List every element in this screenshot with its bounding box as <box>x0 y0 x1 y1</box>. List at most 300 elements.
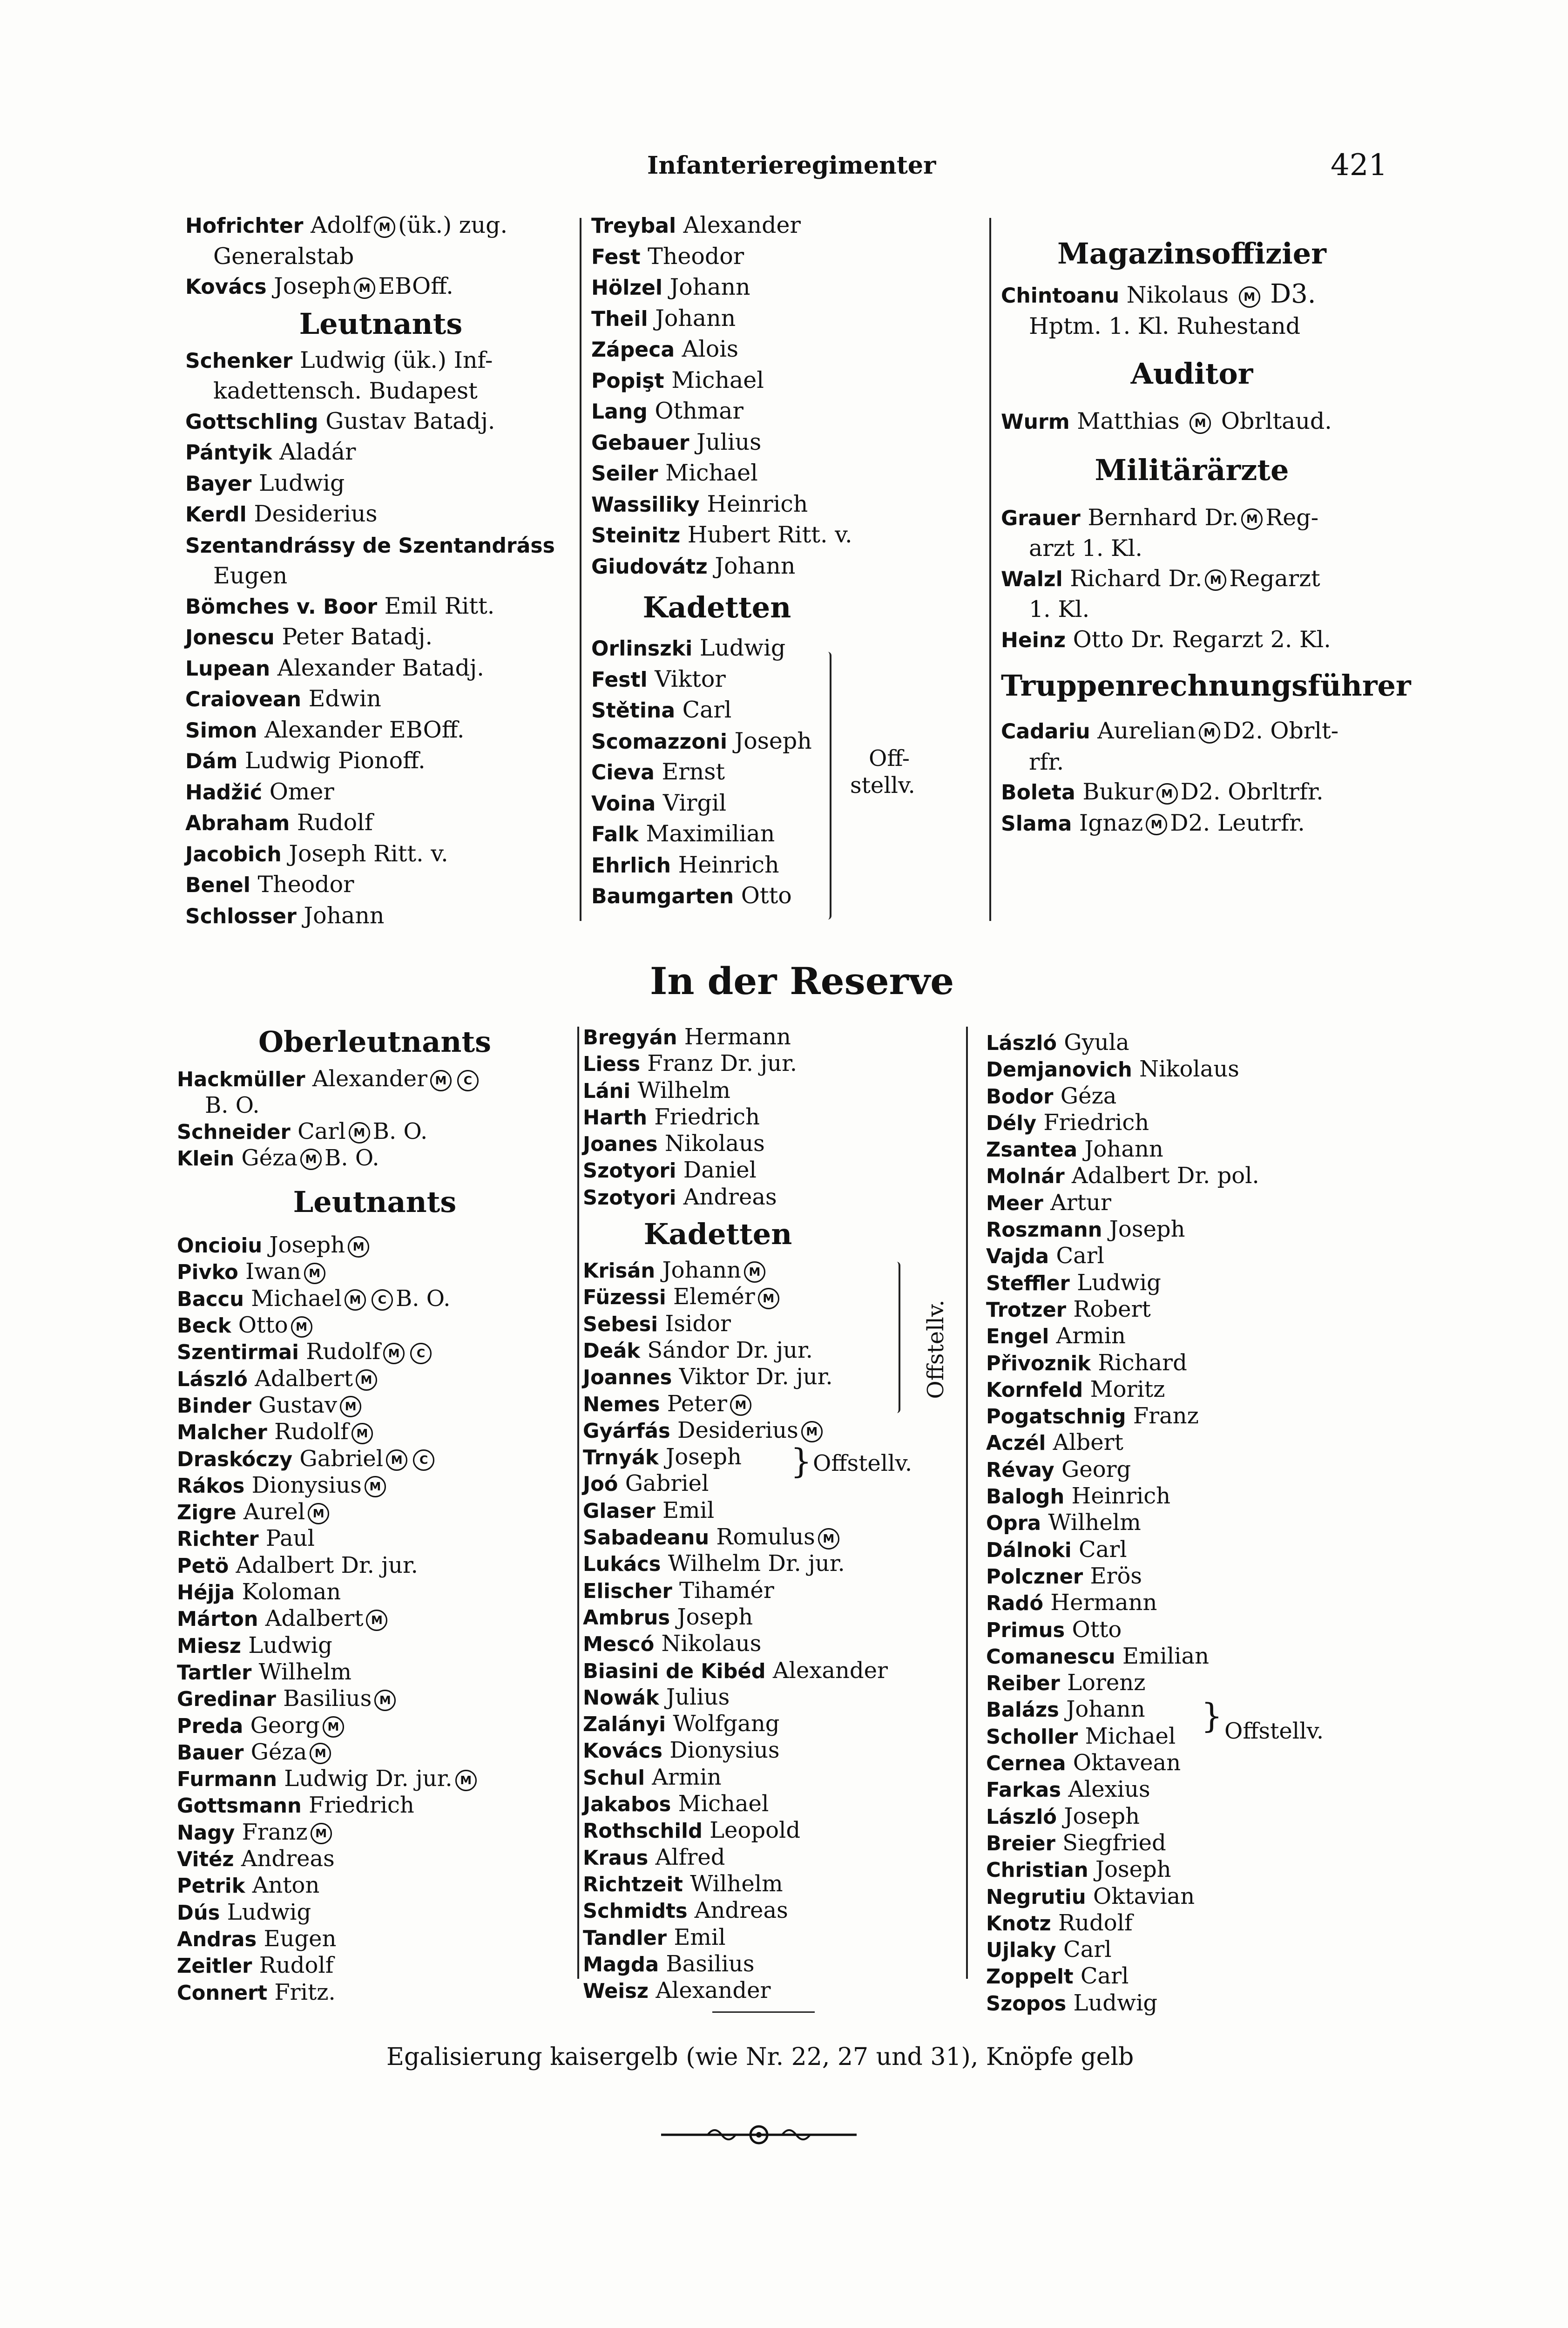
list-item <box>591 396 982 427</box>
given-name: Armin <box>1056 1323 1126 1349</box>
given-name: Otto <box>741 882 792 909</box>
given-name: Wilhelm <box>1048 1509 1141 1536</box>
military-merit-badge-icon: M <box>801 1421 823 1442</box>
given-name: Otto Dr. Regarzt 2. Kl. <box>1073 626 1331 653</box>
list-item <box>591 365 982 397</box>
list-item <box>583 1184 965 1211</box>
surname: Fest <box>591 245 641 269</box>
surname: Kovács <box>185 275 267 299</box>
list-item <box>177 1686 573 1712</box>
given-name: Aladár <box>279 439 356 465</box>
surname: Pogatschnig <box>986 1405 1126 1429</box>
military-merit-badge-icon: M <box>455 1770 477 1791</box>
list-item <box>986 1110 1368 1137</box>
section-heading-leutnants: Leutnants <box>293 1185 457 1219</box>
military-merit-badge-icon: M <box>365 1476 386 1497</box>
list-item <box>986 1483 1368 1510</box>
given-name: kadettensch. Budapest <box>213 378 478 404</box>
list-item <box>177 1339 573 1366</box>
list-item <box>185 242 576 272</box>
surname: Magda <box>583 1953 659 1976</box>
surname: Sabadeanu <box>583 1526 710 1550</box>
given-name: Theodor <box>648 243 744 270</box>
list-item <box>185 271 576 303</box>
entry-note: (ük.) zug. <box>398 212 508 238</box>
given-name: Alexander EBOff. <box>264 716 465 743</box>
given-name: Géza <box>1060 1083 1117 1109</box>
surname: Christian <box>986 1859 1088 1882</box>
list-item <box>1001 503 1383 534</box>
surname: László <box>177 1367 248 1391</box>
surname: Márton <box>177 1608 258 1631</box>
list-item <box>986 1137 1368 1163</box>
surname: Balázs <box>986 1699 1059 1722</box>
given-name: Michael <box>678 1791 769 1817</box>
surname: Hadžić <box>185 780 263 805</box>
given-name: Tihamér <box>679 1577 774 1604</box>
list-item <box>583 1845 965 1871</box>
surname: Zeitler <box>177 1955 252 1978</box>
surname: Balogh <box>986 1485 1065 1509</box>
given-name: Leopold <box>710 1817 801 1844</box>
surname: Héjja <box>177 1581 235 1605</box>
list-item <box>986 1910 1368 1937</box>
reserve-column-right <box>986 1030 1368 2017</box>
list-item <box>177 1286 573 1313</box>
given-name: Alexander <box>312 1066 427 1092</box>
surname: Füzessi <box>583 1286 666 1310</box>
surname: Joó <box>583 1473 618 1496</box>
surname: Glaser <box>583 1499 656 1523</box>
given-name: Johann <box>304 902 385 929</box>
given-name: Emil <box>674 1924 726 1950</box>
list-item <box>177 1313 573 1339</box>
entry-note: B. O. <box>324 1144 379 1171</box>
surname: Stětina <box>591 699 676 723</box>
list-item <box>583 1418 965 1444</box>
surname: Grauer <box>1001 506 1081 530</box>
section-heading-oberleutnants: Oberleutnants <box>258 1025 492 1059</box>
surname: Theil <box>591 307 648 331</box>
military-merit-badge-icon: M <box>348 1236 369 1258</box>
given-name: Armin <box>652 1764 722 1790</box>
surname: Weisz <box>583 1980 649 2003</box>
surname: Zsantea <box>986 1138 1077 1162</box>
list-item <box>986 1937 1368 1963</box>
list-item <box>986 1537 1368 1563</box>
surname: Bömches v. Boor <box>185 595 378 619</box>
given-name: Ludwig Dr. jur. <box>284 1766 453 1792</box>
list-item <box>185 746 576 777</box>
list-item <box>177 1953 573 1979</box>
surname: Radó <box>986 1592 1043 1616</box>
given-name: Carl <box>1080 1963 1129 1990</box>
given-name: Elemér <box>673 1284 755 1310</box>
list-item <box>986 1990 1368 2017</box>
surname: Hackmüller <box>177 1068 305 1091</box>
offstellv-label: Offstellv. <box>813 1450 912 1476</box>
given-name: Oktavian <box>1093 1883 1195 1909</box>
given-name: Georg <box>250 1712 320 1739</box>
military-merit-badge-icon: M <box>340 1396 361 1417</box>
list-item <box>583 1738 965 1764</box>
column-1-top <box>185 210 576 932</box>
entry: Chintoanu Nikolaus M D3. <box>1001 279 1316 309</box>
divider <box>712 2011 815 2013</box>
given-name: Virgil <box>662 789 727 816</box>
surname: Giudovátz <box>591 555 708 579</box>
list-item <box>177 1926 573 1953</box>
surname: Bauer <box>177 1741 244 1765</box>
surname: Krisán <box>583 1259 656 1283</box>
list-item <box>185 530 576 562</box>
list-item <box>177 1119 573 1145</box>
list-item <box>177 1820 573 1846</box>
military-merit-badge-icon: M <box>1190 413 1211 434</box>
list-item <box>986 1217 1368 1243</box>
military-merit-badge-icon: M <box>374 217 395 238</box>
section-heading-kadetten: Kadetten <box>643 1217 792 1252</box>
surname: Miesz <box>177 1634 241 1658</box>
running-title: Infanterieregimenter <box>647 151 936 180</box>
list-item <box>591 551 982 582</box>
given-name: Heinrich <box>707 490 808 517</box>
surname: Pivko <box>177 1261 238 1285</box>
list-item <box>1001 595 1383 625</box>
list-item <box>185 684 576 715</box>
list-item <box>986 1243 1368 1270</box>
list-item <box>177 1499 573 1526</box>
column-3-top: Magazinsoffizier Chintoanu Nikolaus M D3. Hptm. 1. Kl. Ruhestand Auditor Wurm Matthias M Obrltaud. Militärärzte Grauer Bernhard Dr. M Reg- arzt 1. Kl. Walzl Richard Dr. M Regarzt 1. Kl. Heinz Otto Dr. Regarzt 2. Kl. Truppenrechnungsführer Cadariu Aurelian M D2. Obrlt- rfr. Boleta Bukur M D2. Obrltrfr. Slama Ignaz M D2. Leutrfr. <box>1001 228 1383 839</box>
cross-badge-icon: C <box>410 1343 432 1364</box>
list-item <box>591 664 982 696</box>
offstellv-label: Off- stellv. <box>850 745 915 799</box>
list-item <box>986 1884 1368 1910</box>
list-item <box>177 1419 573 1446</box>
given-name: Richard Dr. <box>1070 565 1203 592</box>
given-name: Andreas <box>241 1846 335 1872</box>
list-item <box>583 1871 965 1898</box>
given-name: Joseph <box>734 727 812 754</box>
given-name: Julius <box>666 1684 730 1710</box>
surname: Gyárfás <box>583 1419 670 1443</box>
list-item <box>591 210 982 242</box>
given-name: Wilhelm <box>690 1870 783 1897</box>
column-rule <box>989 218 991 921</box>
surname: Joannes <box>583 1366 672 1390</box>
surname: Cadariu <box>1001 720 1090 744</box>
military-merit-badge-icon: M <box>310 1743 331 1764</box>
given-name: Joseph Ritt. v. <box>289 840 448 867</box>
reserve-column-left <box>177 1017 573 2006</box>
given-name: Gustav Batadj. <box>325 407 495 434</box>
given-name: Franz <box>1133 1403 1199 1429</box>
surname: Aczél <box>986 1432 1046 1455</box>
given-name: Artur <box>1050 1189 1111 1216</box>
military-merit-badge-icon: M <box>351 1423 373 1444</box>
entry: Wurm Matthias M Obrltaud. <box>1001 408 1332 434</box>
given-name: Dionysius <box>251 1472 362 1498</box>
given-name: Dionysius <box>669 1737 780 1764</box>
given-name: Adalbert <box>265 1605 364 1632</box>
given-name: Georg <box>1061 1456 1131 1482</box>
list-item <box>986 1297 1368 1323</box>
list-item <box>986 1163 1368 1190</box>
list-item <box>583 1765 965 1791</box>
given-name: Koloman <box>242 1579 341 1605</box>
given-name: Nikolaus <box>1139 1056 1239 1083</box>
page-number: 421 <box>1331 148 1388 183</box>
offstellv-bracket <box>889 1262 900 1413</box>
list-item <box>583 1685 965 1711</box>
given-name: Rudolf <box>259 1952 334 1979</box>
list-item <box>583 1791 965 1818</box>
surname: Zigre <box>177 1501 237 1525</box>
list-item <box>185 561 576 591</box>
surname: Schmidts <box>583 1900 688 1923</box>
given-name: Eugen <box>213 562 288 589</box>
surname: Wassiliky <box>591 493 700 517</box>
list-item <box>583 1818 965 1844</box>
given-name: Ludwig <box>258 469 345 496</box>
surname: Polczner <box>986 1565 1083 1589</box>
given-name: Iwan <box>245 1259 301 1285</box>
given-name: Joseph <box>269 1232 345 1259</box>
surname: Vitéz <box>177 1848 234 1872</box>
given-name: Romulus <box>716 1524 815 1550</box>
surname: Petö <box>177 1554 229 1578</box>
surname: Knotz <box>986 1912 1051 1935</box>
entry-note: D2. Obrlt- <box>1223 717 1339 744</box>
surname: Harth <box>583 1106 647 1130</box>
surname: Meer <box>986 1191 1043 1215</box>
list-item <box>986 1563 1368 1590</box>
list-item <box>177 1713 573 1739</box>
list-item <box>583 1951 965 1978</box>
list-item <box>986 1750 1368 1777</box>
given-name: Andreas <box>683 1184 777 1210</box>
section-heading-kadetten: Kadetten <box>642 590 791 624</box>
surname: Rothschild <box>583 1820 703 1843</box>
list-item <box>177 1446 573 1473</box>
surname: Szentandrássy de Szentandráss <box>185 534 555 558</box>
cross-badge-icon: C <box>457 1070 479 1091</box>
given-name: Rudolf <box>274 1419 349 1445</box>
given-name: Otto <box>1072 1616 1122 1643</box>
given-name: Sándor Dr. jur. <box>647 1337 813 1363</box>
list-item <box>591 788 982 819</box>
list-item <box>177 1066 573 1093</box>
surname: Connert <box>177 1981 268 2005</box>
military-merit-badge-icon: M <box>1205 569 1226 591</box>
given-name: Siegfried <box>1062 1829 1166 1856</box>
given-name: Franz <box>242 1819 308 1845</box>
column-rule <box>577 1027 579 1979</box>
surname: Jakabos <box>583 1793 671 1817</box>
given-name: Heinrich <box>1071 1483 1171 1509</box>
list-item <box>185 901 576 932</box>
list-item <box>591 695 982 726</box>
given-name: Julius <box>696 428 762 455</box>
list-item <box>177 1145 573 1172</box>
list-item <box>185 499 576 530</box>
surname: Engel <box>986 1325 1049 1349</box>
surname: Rákos <box>177 1474 245 1498</box>
given-name: arzt 1. Kl. <box>1029 535 1142 562</box>
military-merit-badge-icon: M <box>374 1690 396 1711</box>
given-name: Oktavean <box>1073 1750 1181 1776</box>
surname: Andras <box>177 1928 257 1951</box>
given-name: Basilius <box>283 1685 372 1712</box>
surname: Craiovean <box>185 688 302 711</box>
military-merit-badge-icon: M <box>349 1122 370 1144</box>
military-merit-badge-icon: M <box>300 1149 322 1170</box>
surname: Joanes <box>583 1133 658 1157</box>
offstellv-small-brace: } <box>1201 1696 1223 1735</box>
list-item <box>185 839 576 870</box>
list-item <box>583 1024 965 1051</box>
offstellv-small-brace: } <box>791 1441 812 1481</box>
list-item <box>583 1311 965 1338</box>
list-item <box>986 1377 1368 1403</box>
section-heading-auditor: Auditor <box>1130 357 1253 391</box>
given-name: Viktor Dr. jur. <box>679 1364 833 1390</box>
given-name: Alexander Batadj. <box>277 654 484 681</box>
surname: Dálnoki <box>986 1538 1072 1562</box>
given-name: Géza <box>250 1739 307 1765</box>
list-item <box>591 881 982 912</box>
list-item <box>177 1259 573 1286</box>
given-name: Nikolaus <box>664 1130 765 1157</box>
given-name: Bukur <box>1082 778 1154 805</box>
list-item <box>177 1579 573 1606</box>
given-name: Robert <box>1073 1296 1151 1322</box>
reserve-column-middle <box>583 1024 965 2004</box>
military-merit-badge-icon: M <box>1156 783 1178 805</box>
list-item <box>986 1350 1368 1377</box>
section-heading-militaeraerzte: Militärärzte <box>1095 453 1289 487</box>
list-item <box>1001 747 1383 778</box>
surname: Richtzeit <box>583 1873 683 1896</box>
military-merit-badge-icon: M <box>430 1070 452 1091</box>
surname: Ambrus <box>583 1606 670 1630</box>
surname: Opra <box>986 1512 1041 1536</box>
list-item <box>177 1739 573 1766</box>
surname: Orlinszki <box>591 637 693 661</box>
surname: Kornfeld <box>986 1378 1083 1402</box>
list-item <box>185 653 576 684</box>
given-name: Gabriel <box>625 1470 709 1497</box>
list-item <box>986 1804 1368 1830</box>
list-item <box>986 1670 1368 1697</box>
given-name: Joseph <box>1064 1803 1140 1829</box>
surname: Hofrichter <box>185 214 304 238</box>
list-item <box>177 1846 573 1873</box>
list-item <box>185 870 576 901</box>
surname: Scomazzoni <box>591 730 728 754</box>
given-name: Alfred <box>655 1844 725 1870</box>
given-name: Aurelian <box>1097 717 1196 744</box>
surname: Gottsmann <box>177 1794 302 1818</box>
list-item <box>185 345 576 377</box>
offstellv-label: Offstellv. <box>1224 1718 1324 1744</box>
given-name: Carl <box>682 697 732 723</box>
given-name: B. O. <box>205 1092 260 1119</box>
list-item <box>591 304 982 335</box>
surname: Breier <box>986 1832 1055 1855</box>
surname: Scholler <box>986 1725 1078 1749</box>
given-name: Adalbert <box>255 1365 353 1392</box>
list-item <box>591 819 982 850</box>
column-rule <box>966 1027 968 1979</box>
list-item <box>583 1078 965 1104</box>
list-item <box>583 1524 965 1551</box>
list-item <box>185 437 576 468</box>
surname: Walzl <box>1001 567 1063 591</box>
list-item <box>986 1644 1368 1670</box>
given-name: Alois <box>682 336 739 362</box>
list-item <box>583 1498 965 1524</box>
list-item <box>185 376 576 406</box>
given-name: Bernhard Dr. <box>1088 504 1239 531</box>
given-name: Isidor <box>665 1310 731 1337</box>
given-name: Desiderius <box>677 1417 798 1443</box>
surname: László <box>986 1032 1057 1055</box>
military-merit-badge-icon: M <box>366 1610 387 1631</box>
surname: Gredinar <box>177 1688 276 1712</box>
list-item <box>986 1590 1368 1617</box>
surname: Heinz <box>1001 628 1066 652</box>
military-merit-badge-icon: M <box>323 1716 344 1738</box>
surname: Deák <box>583 1339 641 1363</box>
entry-note: D2. Obrltrfr. <box>1180 778 1324 805</box>
surname: Schneider <box>177 1120 291 1144</box>
surname: Lupean <box>185 656 270 681</box>
given-name: Alexander <box>772 1657 888 1684</box>
given-name: Ludwig <box>699 635 786 661</box>
surname: Cernea <box>986 1752 1066 1776</box>
military-merit-badge-icon: M <box>1241 508 1263 530</box>
surname: Zápeca <box>591 338 675 362</box>
list-item <box>986 1083 1368 1110</box>
surname: Zalányi <box>583 1713 666 1737</box>
surname: Petrik <box>177 1875 245 1898</box>
entry-note: D2. Leutrfr. <box>1170 809 1305 836</box>
given-name: Géza <box>241 1144 298 1171</box>
surname: Lukács <box>583 1553 661 1577</box>
given-name: Joseph <box>1095 1856 1171 1883</box>
given-name: Ludwig <box>227 1899 311 1925</box>
list-item <box>1001 534 1383 564</box>
surname: Nagy <box>177 1821 235 1845</box>
given-name: Johann <box>655 305 736 332</box>
given-name: Friedrich <box>1043 1109 1149 1136</box>
footer-note: Egalisierung kaisergelb (wie Nr. 22, 27 und 31), Knöpfe gelb <box>386 2043 1134 2071</box>
given-name: Desiderius <box>254 501 378 527</box>
list-item <box>591 850 982 881</box>
surname: Binder <box>177 1394 251 1418</box>
surname: László <box>986 1805 1057 1829</box>
given-name: Gabriel <box>299 1445 384 1472</box>
given-name: Paul <box>265 1525 315 1552</box>
list-item <box>1001 808 1383 839</box>
entry-note: EBOff. <box>378 273 453 299</box>
given-name: Michael <box>251 1285 342 1312</box>
given-name: Eugen <box>264 1925 337 1952</box>
section-heading-leutnants: Leutnants <box>299 306 463 341</box>
surname: Nemes <box>583 1393 660 1416</box>
given-name: Moritz <box>1090 1376 1165 1402</box>
